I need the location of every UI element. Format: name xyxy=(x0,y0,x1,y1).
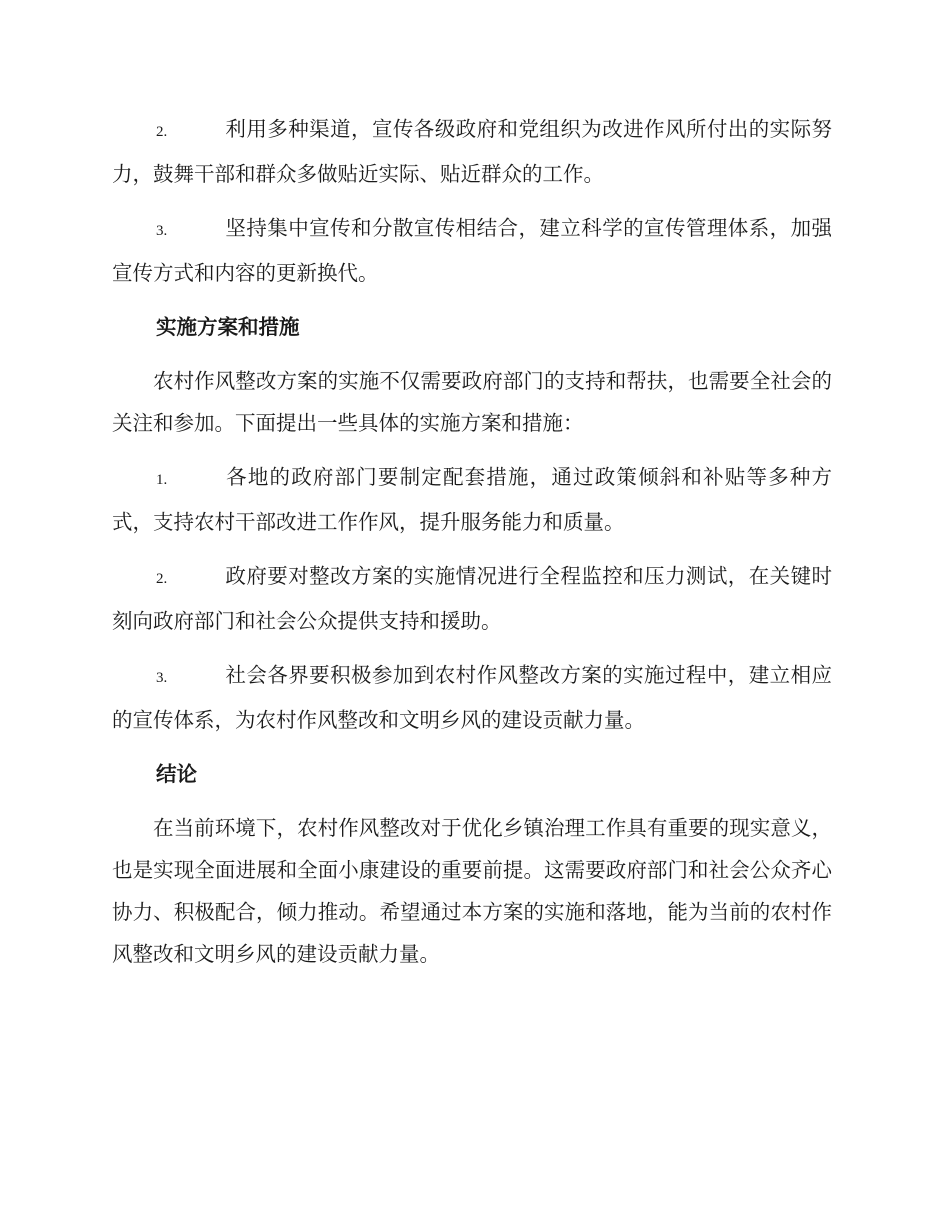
paragraph-conclusion: 在当前环境下，农村作风整改对于优化乡镇治理工作具有重要的现实意义，也是实现全面进展和全面小康建设的重要前提。这需要政府部门和社会公众齐心协力、积极配合，倾力推动。希望通过本方案的实施和落地，能为当前的农村作风整改和文明乡风的建设贡献力量。 xyxy=(112,816,832,966)
section-heading-implementation: 实施方案和措施 xyxy=(156,315,300,339)
list-item xyxy=(112,108,832,195)
list-number: 2. xyxy=(156,571,168,587)
list-item xyxy=(112,456,832,543)
list-item xyxy=(112,654,832,741)
paragraph-implementation-intro: 农村作风整改方案的实施不仅需要政府部门的支持和帮扶，也需要全社会的关注和参加。下面提出一些具体的实施方案和措施： xyxy=(112,369,832,435)
list-number: 1. xyxy=(156,472,168,488)
list-item xyxy=(112,207,832,294)
list-text: 各地的政府部门要制定配套措施，通过政策倾斜和补贴等多种方式，支持农村干部改进工作作风，提升服务能力和质量。 xyxy=(112,465,832,534)
list-item xyxy=(112,555,832,642)
list-text: 政府要对整改方案的实施情况进行全程监控和压力测试，在关键时刻向政府部门和社会公众提供支持和援助。 xyxy=(112,564,832,633)
list-number: 3. xyxy=(156,223,168,239)
list-text: 坚持集中宣传和分散宣传相结合，建立科学的宣传管理体系，加强宣传方式和内容的更新换代。 xyxy=(112,216,832,285)
list-text: 社会各界要积极参加到农村作风整改方案的实施过程中，建立相应的宣传体系，为农村作风整改和文明乡风的建设贡献力量。 xyxy=(112,663,832,732)
list-number: 3. xyxy=(156,670,168,686)
list-number: 2. xyxy=(156,124,168,140)
list-text: 利用多种渠道，宣传各级政府和党组织为改进作风所付出的实际努力，鼓舞干部和群众多做贴近实际、贴近群众的工作。 xyxy=(112,117,832,186)
document-page xyxy=(112,108,832,987)
section-heading-conclusion: 结论 xyxy=(156,762,197,786)
